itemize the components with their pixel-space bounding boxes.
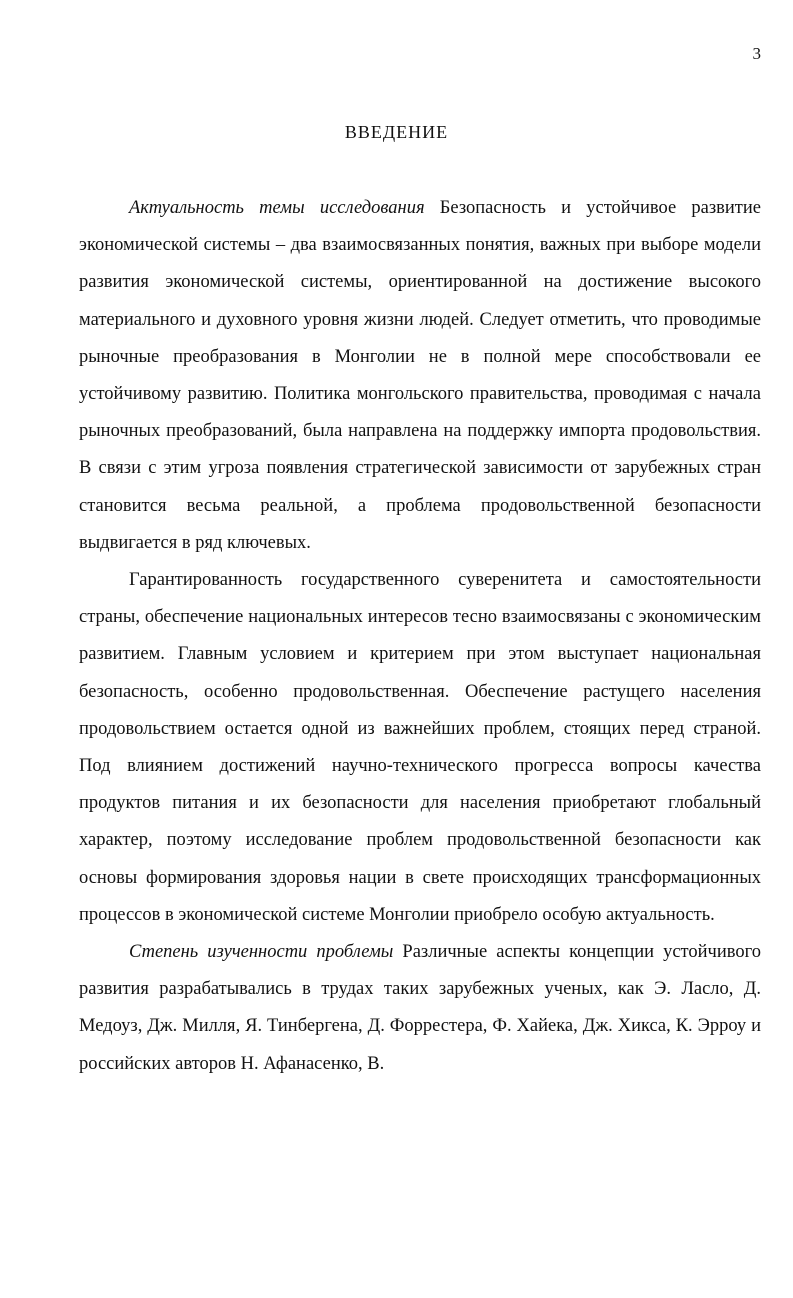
document-body <box>79 190 761 1083</box>
paragraph-relevance <box>79 190 761 562</box>
page-title: ВВЕДЕНИЕ <box>344 122 449 142</box>
paragraph-text: Безопасность и устойчивое развитие экономической системы – два взаимосвязанных понятия, важных при выборе модели развития экономической системы, ориентированной на достижение высокого материального и духовного уровня жизни людей. Следует отметить, что проводимые рыночные преобразования в Монголии не в полной мере способствовали ее устойчивому развитию. Политика монгольского правительства, проводимая с начала рыночных преобразований, была направлена на поддержку импорта продовольствия. В связи с этим угроза появления стратегической зависимости от зарубежных стран становится весьма реальной, а проблема продовольственной безопасности выдвигается в ряд ключевых. <box>79 198 761 553</box>
paragraph-text: Различные аспекты концепции устойчивого развития разрабатывались в трудах таких зарубежных ученых, как Э. Ласло, Д. Медоуз, Дж. Милля, Я. Тинбергена, Д. Форрестера, Ф. Хайека, Дж. Хикса, К. Эрроу и российских авторов Н. Афанасенко, В. <box>79 942 761 1074</box>
paragraph-text: Гарантированность государственного суверенитета и самостоятельности страны, обеспечение национальных интересов тесно взаимосвязаны с экономическим развитием. Главным условием и критерием при этом выступает национальная безопасность, особенно продовольственная. Обеспечение растущего населения продовольствием остается одной из важнейших проблем, стоящих перед страной. Под влиянием достижений научно-технического прогресса вопросы качества продуктов питания и их безопасности для населения приобретают глобальный характер, поэтому исследование проблем продовольственной безопасности как основы формирования здоровья нации в свете происходящих трансформационных процессов в экономической системе Монголии приобрело особую актуальность. <box>79 570 761 925</box>
paragraph-lead: Степень изученности проблемы <box>129 942 394 963</box>
paragraph-lead: Актуальность темы исследования <box>129 198 425 218</box>
page-number: 3 <box>752 44 761 63</box>
paragraph-sovereignty <box>79 562 761 934</box>
paragraph-degree-of-study <box>79 934 761 1083</box>
